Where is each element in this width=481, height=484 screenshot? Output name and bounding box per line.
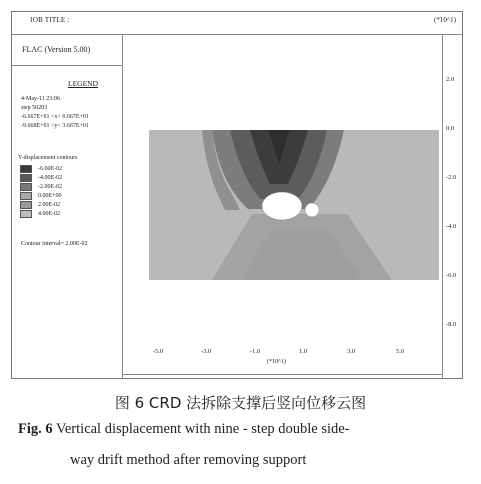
contour-label: 4.00E-02	[38, 211, 61, 217]
tunnel-small	[305, 203, 319, 217]
y-tick-label: 2.0	[446, 76, 455, 83]
contour-label: -4.00E-02	[38, 175, 63, 181]
contour-swatch	[20, 201, 32, 209]
flac-plot-frame	[11, 11, 463, 379]
contour-swatch	[20, 183, 32, 191]
figure-caption-english-line1	[18, 421, 350, 438]
y-tick-label: -4.0	[446, 223, 457, 230]
figure-label: Fig. 6	[18, 421, 53, 437]
y-tick-label: -2.0	[446, 174, 457, 181]
contour-label: 2.00E-02	[38, 202, 61, 208]
legend-step: step 50203	[21, 105, 48, 111]
legend-y-range: -9.668E+01 <y< 3.667E+01	[21, 123, 89, 129]
y-tick-label: -8.0	[446, 321, 457, 328]
contour-item	[20, 183, 62, 191]
contour-item	[20, 192, 62, 200]
contour-item	[20, 210, 60, 218]
y-tick-label: 0.0	[446, 125, 455, 132]
contour-swatch	[20, 210, 32, 218]
x-tick-label: 1.0	[299, 348, 308, 355]
x-tick-label: -1.0	[250, 348, 261, 355]
contour-label: -6.00E-02	[38, 166, 63, 172]
x-tick-label: -3.0	[201, 348, 212, 355]
legend-title: LEGEND	[68, 79, 98, 88]
x-tick-label: 5.0	[396, 348, 405, 355]
legend-date: 4-May-11 23:06	[21, 96, 60, 102]
tunnel-main	[262, 192, 302, 220]
legend-x-range: -6.667E+01 <x< 6.667E+01	[21, 114, 89, 120]
y-tick-label: -6.0	[446, 272, 457, 279]
contour-title: Y-displacement contours	[18, 155, 78, 161]
job-title: JOB TITLE :	[30, 16, 70, 24]
contour-item	[20, 174, 62, 182]
contour-swatch	[20, 192, 32, 200]
figure-caption-english-line2: way drift method after removing support	[70, 452, 307, 468]
contour-label: 0.00E+00	[38, 193, 62, 199]
figure-caption-chinese: 图 6 CRD 法拆除支撑后竖向位移云图	[114, 394, 367, 412]
x-axis-rule	[122, 374, 442, 375]
caption-text-line1: Vertical displacement with nine - step double side-	[52, 421, 350, 437]
contour-item	[20, 165, 62, 173]
legend-panel	[12, 34, 123, 378]
flac-version: FLAC (Version 5.00)	[12, 34, 122, 66]
x-tick-label: -5.0	[153, 348, 164, 355]
contour-plot	[122, 34, 442, 374]
title-bar	[12, 12, 462, 35]
y-scale-label: (*10^1)	[434, 16, 456, 24]
x-tick-label: 3.0	[347, 348, 356, 355]
contour-label: -2.00E-02	[38, 184, 63, 190]
contour-swatch	[20, 174, 32, 182]
y-axis	[442, 34, 465, 378]
contour-interval: Contour interval= 2.00E-02	[21, 241, 88, 247]
x-scale-label: (*10^1)	[267, 359, 286, 365]
contour-item	[20, 201, 60, 209]
contour-swatch	[20, 165, 32, 173]
